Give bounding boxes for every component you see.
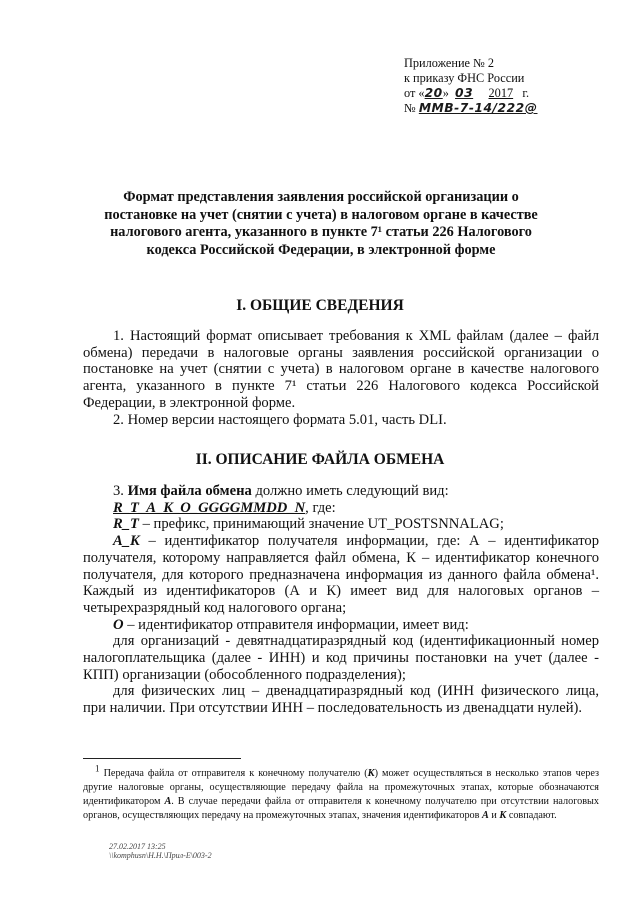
fn-b: ) может осуществляться в несколько этапов через другие налоговые органы, осуществляющие передачу файла на промежуточных этапах, которые обозначаются идентификатором [83,768,599,807]
fn-a1: А [164,796,172,807]
pattern: R_T_A_K_O_GGGGMMDD_N [113,499,306,516]
appendix-header [404,56,604,116]
order-number: ММВ-7-14/222@ [418,101,538,115]
date-month: 03 [455,86,474,100]
section-1-body [83,328,599,428]
definition-organizations: для организаций - девятнадцатиразрядный код (идентификационный номер налогоплательщика (далее - ИНН) и код причины постановки на учет (далее - КПП) организации (обособленного подразделения); [83,633,599,683]
definition-ak [83,533,599,617]
date-suffix: г. [522,86,530,100]
footnote [83,763,599,823]
ak-term: A_K [113,533,140,550]
fn-and: и [488,810,500,821]
section-2-body [83,483,599,717]
appendix-line-2: к приказу ФНС России [404,71,525,85]
order-number-line [404,101,604,116]
fn-a2: А [482,810,489,821]
paragraph-3 [83,483,599,500]
section-1-heading: I. ОБЩИЕ СВЕДЕНИЯ [236,297,404,314]
p3-rest: должно иметь следующий вид: [251,483,449,499]
stamp-line-2: \\komphusn\Н.Н.\Прил-Е\003-2 [109,851,212,860]
section-2-heading: II. ОПИСАНИЕ ФАЙЛА ОБМЕНА [195,451,445,468]
p3-prefix: 3. [113,483,128,499]
date-prefix: от « [404,86,425,100]
date-mid: » [442,86,449,100]
footnote-text [83,763,599,823]
fn-a: Передача файла от отправителя к конечному получателю ( [99,768,368,779]
definition-rt [83,516,599,533]
paragraph-1: 1. Настоящий формат описывает требования к XML файлам (далее – файл обмена) передачи в налоговые органы заявления российской организации о постановке на учет (снятии с учета) в налоговом органе в качестве налогового агента, указанного в пункте 7¹ статьи 226 Налогового кодекса Российской Федерации, в электронной форме. [83,328,599,411]
definition-o [83,617,599,634]
file-name-pattern [83,500,599,517]
ak-text: – идентификатор получателя информации, где: А – идентификатор получателя, которому направляется файл обмена, К – идентификатор конечного получателя, для которого предназначена информация из данного файла обмена¹. Каждый из идентификаторов (А и К) имеет вид для налоговых органов – четырехразрядный код налогового органа; [83,533,599,616]
document-title: Формат представления заявления российской организации о постановке на учет (снятии с учета) в налоговом органе в качестве налогового агента, указанного в пункте 7¹ статьи 226 Налогового кодекса Российской Федерации, в электронной форме [104,189,538,258]
o-text: – идентификатор отправителя информации, имеет вид: [123,616,469,633]
stamp-line-1: 27.02.2017 13:25 [109,842,166,851]
p3-term: Имя файла обмена [127,483,252,499]
appendix-line-1: Приложение № 2 [404,56,495,70]
pattern-suffix: , где: [305,499,336,516]
date-day: 20 [424,86,443,100]
paragraph-2: 2. Номер версии настоящего формата 5.01, часть DLI. [113,411,447,428]
appendix-date-line [404,86,604,101]
file-stamp [109,842,212,860]
o-term: O [113,616,124,633]
number-prefix: № [404,101,416,115]
footnote-mark: 1 [95,763,100,774]
fn-k2: К [499,810,507,821]
date-year: 2017 [488,86,514,100]
rt-term: R_T [113,516,139,533]
fn-c: . В случае передачи файла от отправителя к конечному получателю при отсутствии налоговых органов, осуществляющих передачу на промежуточных этапах, значения идентификаторов [83,796,599,821]
fn-d: совпадают. [506,810,557,821]
fn-k1: К [367,768,375,779]
definition-individuals: для физических лиц – двенадцатиразрядный код (ИНН физического лица, при наличии. При отсутствии ИНН – последовательность из двенадцати нулей). [83,683,599,717]
footnote-divider [83,758,241,759]
rt-text: – префикс, принимающий значение UT_POSTSNNALAG; [138,516,504,533]
